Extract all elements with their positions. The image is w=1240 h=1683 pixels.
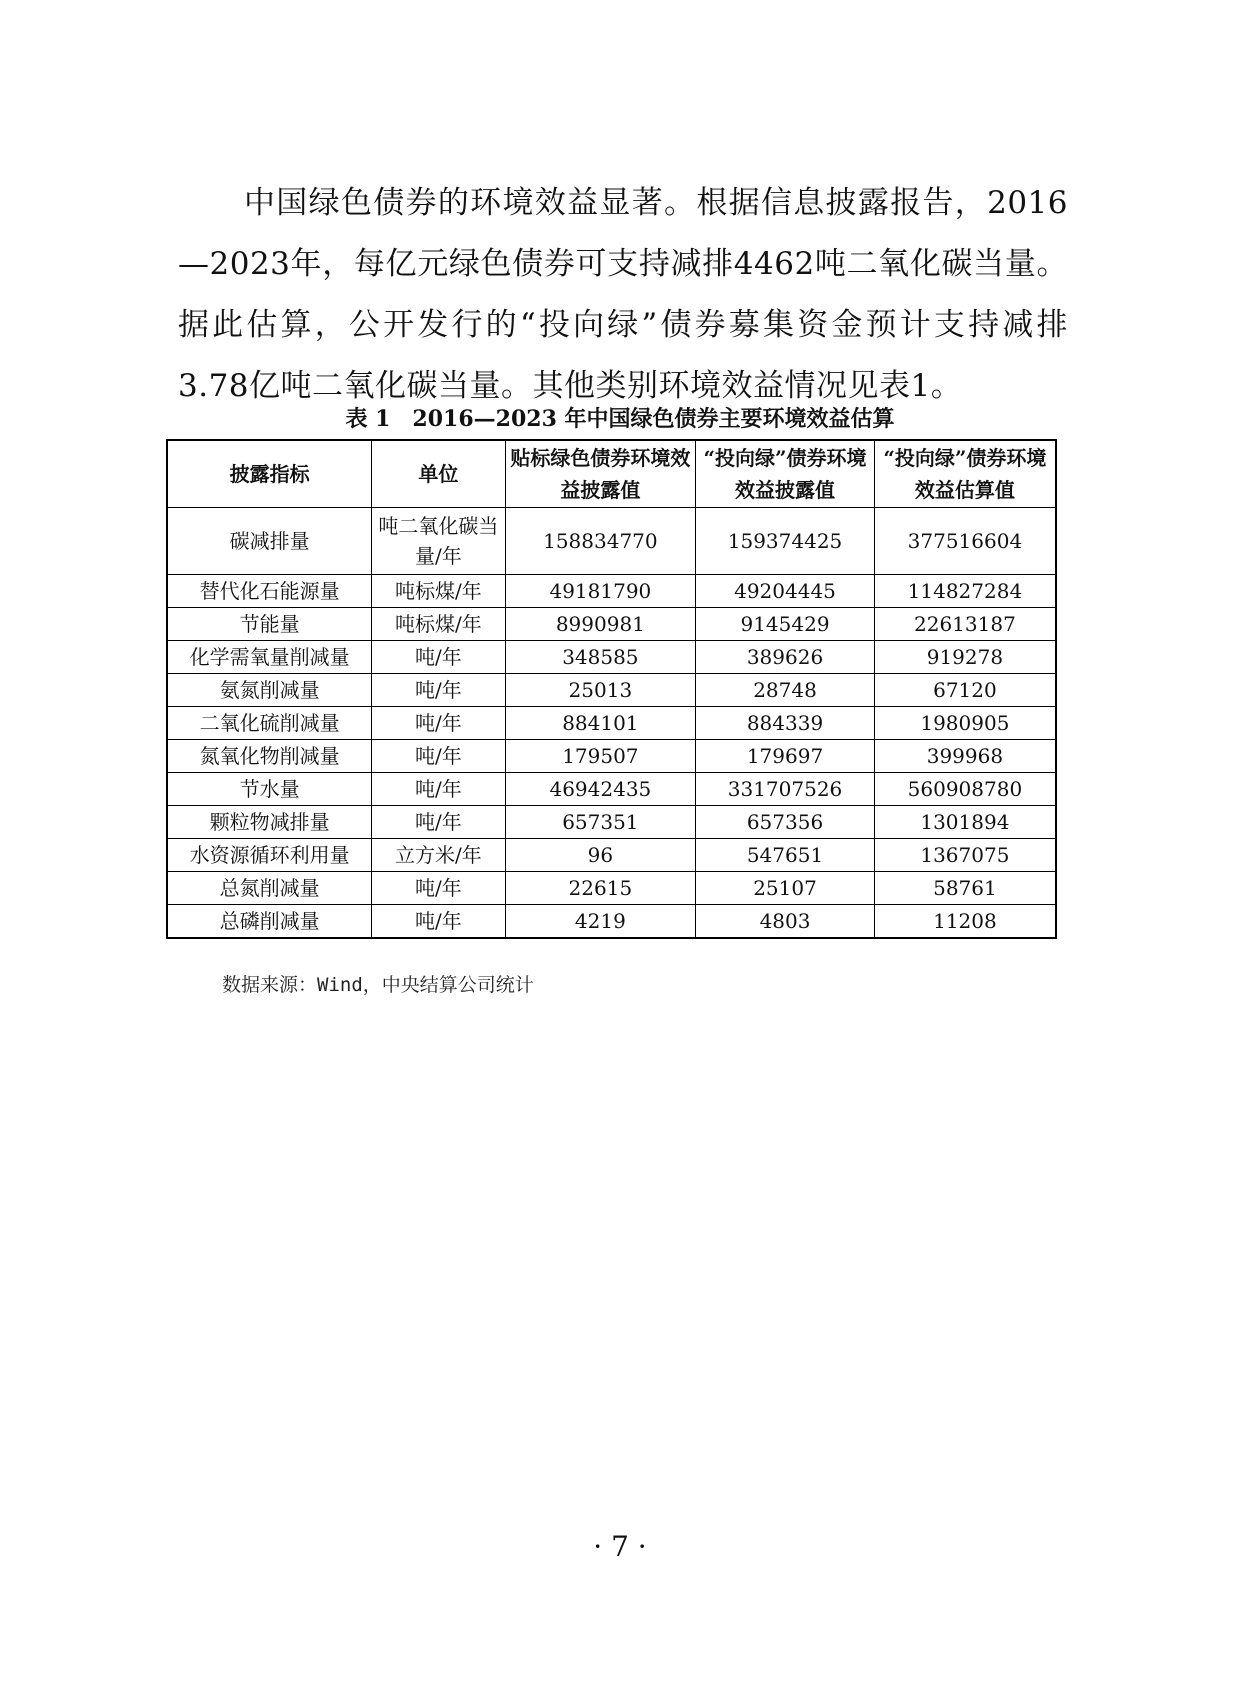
cell-indicator: 二氧化硫削减量 [167, 707, 372, 740]
cell-green-disclosed: 25107 [696, 872, 875, 905]
cell-indicator: 颗粒物减排量 [167, 806, 372, 839]
table-row [167, 806, 1056, 839]
table-row [167, 905, 1056, 939]
cell-green-estimated: 377516604 [874, 508, 1056, 575]
cell-labeled-disclosed: 22615 [505, 872, 696, 905]
cell-green-estimated: 1367075 [874, 839, 1056, 872]
environmental-benefits-table [166, 439, 1057, 939]
table-row [167, 773, 1056, 806]
cell-green-estimated: 58761 [874, 872, 1056, 905]
cell-green-disclosed: 547651 [696, 839, 875, 872]
cell-green-estimated: 919278 [874, 641, 1056, 674]
cell-green-estimated: 67120 [874, 674, 1056, 707]
cell-unit: 吨/年 [372, 707, 505, 740]
cell-unit: 吨/年 [372, 674, 505, 707]
cell-indicator: 节水量 [167, 773, 372, 806]
cell-unit: 吨标煤/年 [372, 608, 505, 641]
cell-labeled-disclosed: 179507 [505, 740, 696, 773]
table-row [167, 508, 1056, 575]
header-labeled-disclosed: 贴标绿色债券环境效益披露值 [505, 440, 696, 508]
cell-green-disclosed: 884339 [696, 707, 875, 740]
cell-labeled-disclosed: 46942435 [505, 773, 696, 806]
cell-green-estimated: 399968 [874, 740, 1056, 773]
cell-labeled-disclosed: 884101 [505, 707, 696, 740]
header-green-estimated: “投向绿”债券环境效益估算值 [874, 440, 1056, 508]
cell-green-disclosed: 49204445 [696, 575, 875, 608]
cell-indicator: 总氮削减量 [167, 872, 372, 905]
cell-unit: 吨/年 [372, 806, 505, 839]
cell-labeled-disclosed: 25013 [505, 674, 696, 707]
cell-green-estimated: 560908780 [874, 773, 1056, 806]
header-indicator: 披露指标 [167, 440, 372, 508]
cell-green-disclosed: 657356 [696, 806, 875, 839]
table-row [167, 674, 1056, 707]
header-unit: 单位 [372, 440, 505, 508]
cell-green-estimated: 11208 [874, 905, 1056, 939]
cell-unit: 吨/年 [372, 905, 505, 939]
table-caption: 表 1 2016—2023 年中国绿色债券主要环境效益估算 [345, 406, 895, 432]
cell-indicator: 节能量 [167, 608, 372, 641]
cell-indicator: 替代化石能源量 [167, 575, 372, 608]
table-row [167, 740, 1056, 773]
cell-green-estimated: 1301894 [874, 806, 1056, 839]
cell-labeled-disclosed: 4219 [505, 905, 696, 939]
cell-green-disclosed: 9145429 [696, 608, 875, 641]
cell-green-estimated: 22613187 [874, 608, 1056, 641]
cell-unit: 吨二氧化碳当量/年 [372, 508, 505, 575]
cell-indicator: 总磷削减量 [167, 905, 372, 939]
cell-unit: 吨/年 [372, 641, 505, 674]
table-row [167, 872, 1056, 905]
cell-unit: 立方米/年 [372, 839, 505, 872]
cell-green-disclosed: 159374425 [696, 508, 875, 575]
cell-green-estimated: 1980905 [874, 707, 1056, 740]
page-number: · 7 · [593, 1530, 647, 1563]
table-row [167, 707, 1056, 740]
table-row [167, 641, 1056, 674]
cell-indicator: 氨氮削减量 [167, 674, 372, 707]
cell-labeled-disclosed: 49181790 [505, 575, 696, 608]
cell-green-disclosed: 4803 [696, 905, 875, 939]
cell-labeled-disclosed: 158834770 [505, 508, 696, 575]
table-row [167, 608, 1056, 641]
cell-unit: 吨/年 [372, 740, 505, 773]
table-row [167, 839, 1056, 872]
table-row [167, 575, 1056, 608]
cell-green-disclosed: 389626 [696, 641, 875, 674]
cell-unit: 吨/年 [372, 773, 505, 806]
cell-green-estimated: 114827284 [874, 575, 1056, 608]
cell-green-disclosed: 28748 [696, 674, 875, 707]
cell-indicator: 水资源循环利用量 [167, 839, 372, 872]
cell-labeled-disclosed: 348585 [505, 641, 696, 674]
cell-unit: 吨标煤/年 [372, 575, 505, 608]
cell-green-disclosed: 179697 [696, 740, 875, 773]
header-green-disclosed: “投向绿”债券环境效益披露值 [696, 440, 875, 508]
table-header-row [167, 440, 1056, 508]
cell-labeled-disclosed: 657351 [505, 806, 696, 839]
cell-indicator: 碳减排量 [167, 508, 372, 575]
data-source-note: 数据来源：Wind，中央结算公司统计 [222, 974, 534, 996]
cell-labeled-disclosed: 8990981 [505, 608, 696, 641]
body-paragraph: 中国绿色债券的环境效益显著。根据信息披露报告，2016—2023年，每亿元绿色债券可支持减排4462吨二氧化碳当量。据此估算，公开发行的“投向绿”债券募集资金预计支持减排3.78亿吨二氧化碳当量。其他类别环境效益情况见表1。 [178, 185, 1068, 404]
cell-labeled-disclosed: 96 [505, 839, 696, 872]
cell-indicator: 氮氧化物削减量 [167, 740, 372, 773]
cell-unit: 吨/年 [372, 872, 505, 905]
cell-green-disclosed: 331707526 [696, 773, 875, 806]
cell-indicator: 化学需氧量削减量 [167, 641, 372, 674]
